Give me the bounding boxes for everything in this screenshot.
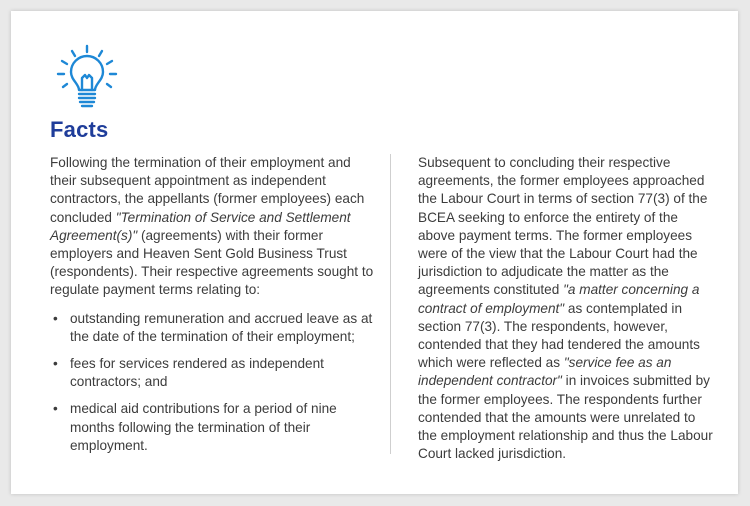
quote-service-fee: "service fee as an independent contractor" — [418, 355, 672, 389]
right-text-3: in invoices submitted by the former employees. The respondents further contended that the amounts were unrelated to the employment relationship and thus the Labour Court lacked jurisdiction. — [418, 373, 713, 462]
bullet-icon: • — [53, 310, 58, 326]
list-item — [50, 310, 375, 346]
right-text-2: as contemplated in section 77(3). The respondents, however, contended that they had tendered the amounts which were reflected as — [418, 300, 700, 371]
quote-contract: "a matter concerning a contract of employment" — [418, 282, 700, 316]
intro-paragraph — [50, 154, 375, 300]
list-item-text: fees for services rendered as independent contractors; and — [70, 356, 324, 390]
intro-text-2: (agreements) with their former employers and Heaven Sent Gold Business Trust (respondents). Their respective agreements sought to regulate payment terms relating to: — [50, 227, 374, 298]
section-heading: Facts — [50, 117, 109, 142]
bullet-icon: • — [53, 401, 58, 417]
column-divider — [390, 154, 391, 454]
right-column — [418, 154, 718, 463]
agreement-title: "Termination of Service and Settlement Agreement(s)" — [50, 209, 351, 243]
bullet-icon: • — [53, 356, 58, 372]
list-item-text: outstanding remuneration and accrued leave as at the date of the termination of their employment; — [70, 310, 373, 344]
left-column — [50, 154, 375, 464]
intro-text-1: Following the termination of their employment and their subsequent appointment as independent contractors, the appellants (former employees) each concluded — [50, 155, 365, 225]
list-item — [50, 400, 375, 455]
payment-terms-list — [50, 310, 375, 455]
list-item-text: medical aid contributions for a period of nine months following the termination of their employment. — [70, 401, 337, 453]
right-paragraph — [418, 154, 718, 463]
content-card — [11, 11, 738, 494]
right-text-1: Subsequent to concluding their respective agreements, the former employees approached the Labour Court in terms of section 77(3) of the BCEA seeking to enforce the entirety of the above payment terms. The former employees were of the view that the Labour Court had the jurisdiction to adjudicate the matter as the agreements constituted — [418, 155, 708, 298]
list-item — [50, 355, 375, 391]
lightbulb-icon — [55, 44, 119, 112]
